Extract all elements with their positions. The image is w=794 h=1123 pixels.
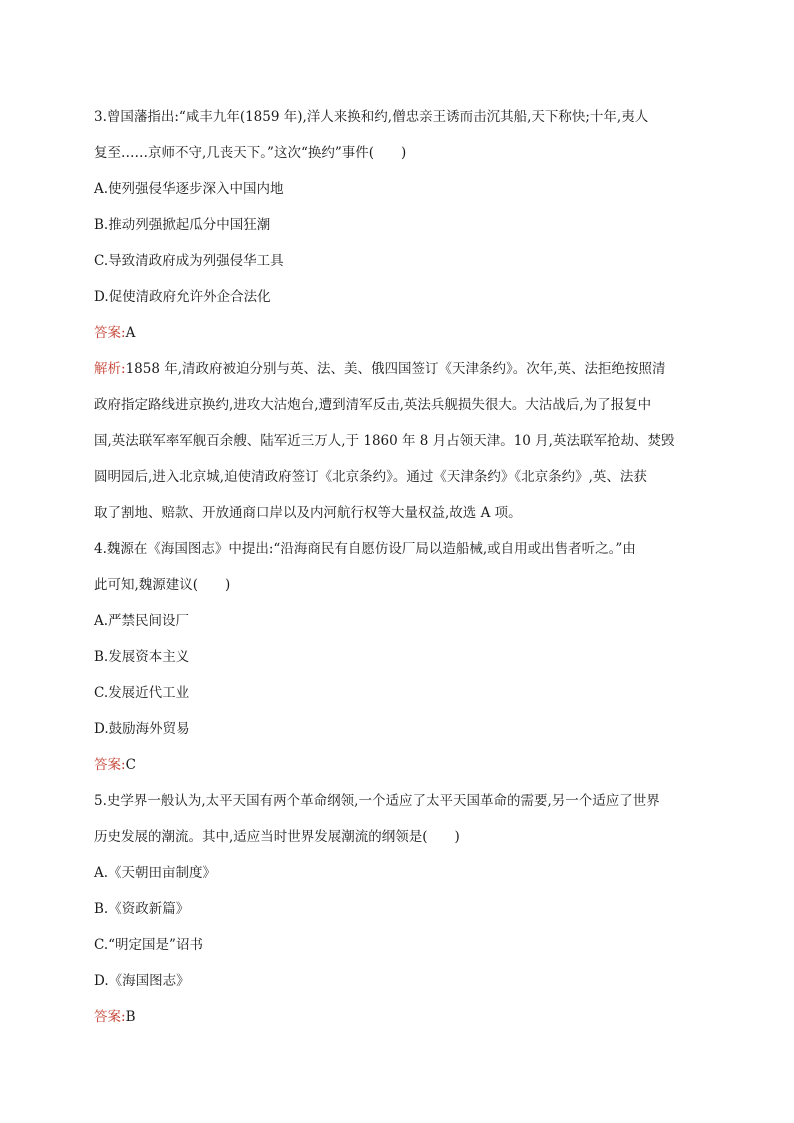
question-stem-line: 3.曾国藩指出:“咸丰九年(1859 年),洋人来换和约,僧忠亲王诱而击沉其船,天下称快;十年,夷人 — [94, 109, 649, 125]
option-b: B.发展资本主义 — [94, 649, 190, 665]
analysis-text: 1858 年,清政府被迫分别与英、法、美、俄四国签订《天津条约》。次年,英、法拒绝按照清 — [125, 361, 666, 377]
analysis-line: 政府指定路线进京换约,进攻大沽炮台,遭到清军反击,英法兵舰损失很大。大沽战后,为了报复中 — [94, 397, 652, 413]
answer-value: A — [125, 325, 136, 341]
answer-label: 答案: — [94, 1009, 126, 1025]
question-stem-line: 此可知,魏源建议( ) — [94, 577, 231, 593]
analysis-line: 取了割地、赔款、开放通商口岸以及内河航行权等大量权益,故选 A 项。 — [94, 505, 522, 521]
analysis-line: 国,英法联军率军舰百余艘、陆军近三万人,于 1860 年 8 月占领天津。10 月,英法联军抢劫、焚毁 — [94, 433, 675, 449]
answer-label: 答案: — [94, 325, 126, 341]
question-stem-line: 5.史学界一般认为,太平天国有两个革命纲领,一个适应了太平天国革命的需要,另一个适应了世界 — [94, 793, 660, 809]
option-d: D.促使清政府允许外企合法化 — [94, 289, 271, 305]
answer-value: B — [125, 1009, 136, 1025]
answer-line — [94, 315, 698, 351]
analysis-line: 圆明园后,进入北京城,迫使清政府签订《北京条约》。通过《天津条约》《北京条约》,英、法获 — [94, 469, 647, 485]
option-b: B.《资政新篇》 — [94, 901, 190, 917]
option-c: C.导致清政府成为列强侵华工具 — [94, 253, 284, 269]
answer-value: C — [125, 757, 136, 773]
option-b: B.推动列强掀起瓜分中国狂潮 — [94, 217, 271, 233]
answer-line — [94, 999, 698, 1035]
question-4 — [94, 531, 698, 783]
question-stem-line: 4.魏源在《海国图志》中提出:“沿海商民有自愿仿设厂局以造船械,或自用或出售者听之。”由 — [94, 541, 636, 557]
option-a: A.使列强侵华逐步深入中国内地 — [94, 181, 284, 197]
option-c: C.“明定国是”诏书 — [94, 937, 203, 953]
question-stem-line: 历史发展的潮流。其中,适应当时世界发展潮流的纲领是( ) — [94, 829, 460, 845]
answer-label: 答案: — [94, 757, 126, 773]
option-d: D.鼓励海外贸易 — [94, 721, 190, 737]
question-stem-line: 复至……京师不守,几丧天下。”这次“换约”事件( ) — [94, 145, 407, 161]
question-3 — [94, 99, 698, 531]
analysis-line — [94, 351, 698, 387]
option-a: A.严禁民间设厂 — [94, 613, 190, 629]
option-d: D.《海国图志》 — [94, 973, 190, 989]
option-c: C.发展近代工业 — [94, 685, 190, 701]
answer-line — [94, 747, 698, 783]
analysis-label: 解析: — [94, 361, 126, 377]
question-5 — [94, 783, 698, 1035]
option-a: A.《天朝田亩制度》 — [94, 865, 217, 881]
page-content — [94, 99, 698, 1035]
